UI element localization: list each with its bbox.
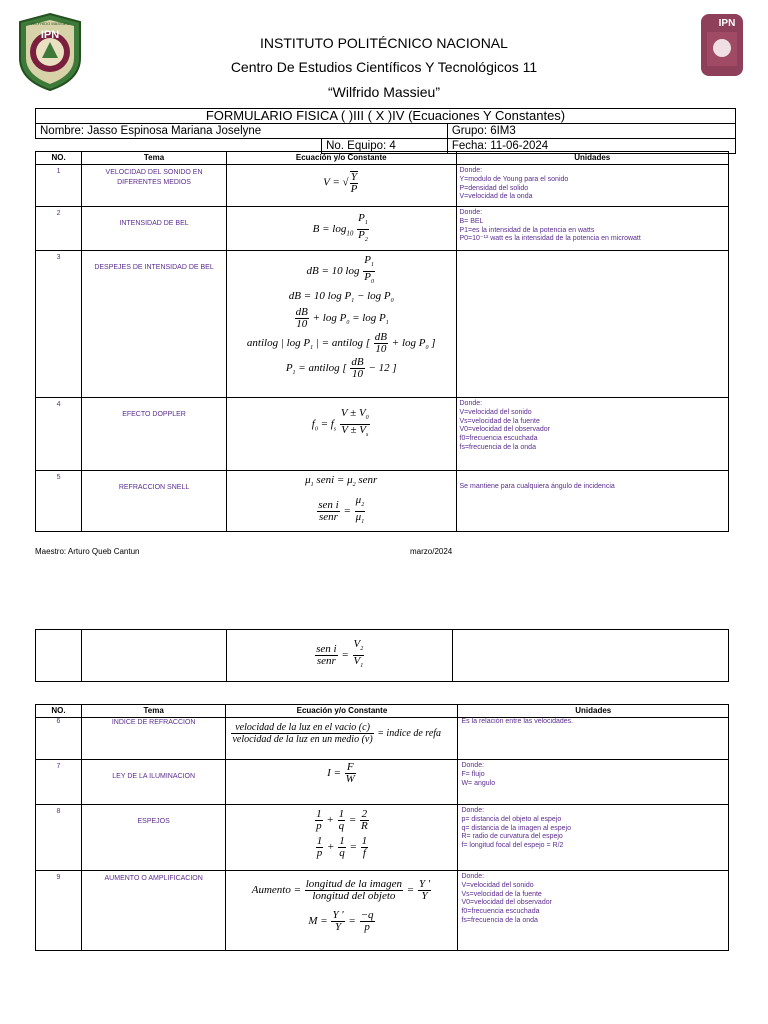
units-cell [456, 165, 729, 207]
row-topic: VELOCIDAD DEL SONIDO EN DIFERENTES MEDIOS [82, 165, 227, 207]
units-line: P1=es la intensidad de la potencia en watts [459, 226, 595, 234]
units-line: V=velocidad del sonido [461, 881, 534, 889]
units-line: Donde: [461, 762, 485, 769]
units-line: V=velocidad de la onda [459, 193, 533, 201]
units-line: Es la relación entre las velocidades. [461, 718, 574, 725]
logo-right-text: IPN [718, 18, 736, 29]
units-line: f= longitud focal del espejo = R/2 [461, 842, 564, 850]
units-line: Y=modulo de Young para el sonido [459, 175, 569, 183]
row-topic: INDICE DE REFRACCION [81, 718, 226, 760]
equation-cell [226, 760, 458, 805]
units-line: q= distancia de la imagen al espejo [461, 824, 571, 832]
table-row [36, 871, 729, 951]
units-cell-empty [456, 251, 729, 398]
units-cell-empty [452, 630, 728, 682]
continuation-table [35, 629, 729, 682]
logo-left-ring: WILFRIDO MASSIEU [30, 21, 70, 26]
equation-refraction-index: $\frac{\text{velocidad de la luz en el vacio (c)}}{\text{velocidad de la luz en un medio (v)}}$ = indice de refa [232, 722, 442, 745]
footer-date: marzo/2024 [410, 547, 453, 556]
units-cell [456, 398, 729, 471]
formula-table-1 [35, 151, 729, 532]
school-subtitle: Centro De Estudios Científicos Y Tecnológicos 11 [230, 59, 538, 75]
units-line: Vs=velocidad de la fuente [461, 890, 542, 898]
table-row [36, 471, 729, 532]
row-topic: ESPEJOS [81, 805, 226, 871]
units-line: Donde: [459, 209, 483, 216]
row-number: 5 [36, 471, 82, 532]
units-line: Vs=velocidad de la fuente [459, 417, 540, 425]
table-row [36, 760, 729, 805]
units-line: P0=10⁻¹² watt es la intensidad de la potencia en microwatt [459, 235, 641, 243]
row-number: 8 [36, 805, 82, 871]
units-cell [458, 718, 729, 760]
row-number: 2 [36, 207, 82, 251]
col-no-header: NO. [36, 152, 82, 165]
row-topic: INTENSIDAD DE BEL [82, 207, 227, 251]
logo-left-text: IPN [40, 29, 60, 41]
units-line: R= radio de curvatura del espejo [461, 833, 563, 841]
form-info-table [35, 108, 736, 154]
units-line: Donde: [461, 873, 485, 880]
row-topic: DESPEJES DE INTENSIDAD DE BEL [82, 251, 227, 398]
units-line: V0=velocidad del observador [459, 426, 550, 434]
units-line: Donde: [459, 400, 483, 407]
equation-illumination: I = $\frac{F}{W}$ [327, 761, 355, 785]
equation-mirrors: $\frac{1}{p}$ + $\frac{1}{q}$ = $\frac{2}{R}$ $\frac{1}{p}$ + $\frac{1}{q}$ = $\frac{1}{f}$ [316, 808, 368, 859]
cecyt-logo [16, 12, 84, 92]
table-row [36, 398, 729, 471]
equation-cell [226, 207, 456, 251]
equation-snell: $\mu_1$ seni = $\mu_2$ senr $\frac{\text{sen i}}{\text{senr}}$ = $\frac{\mu_2}{\mu_1}$ [305, 474, 378, 526]
col-unidades-header: Unidades [456, 152, 729, 165]
units-cell [456, 471, 729, 532]
date-field: Fecha: 11-06-2024 [447, 139, 735, 154]
units-line: f0=frecuencia escuchada [459, 435, 538, 443]
equation-bel-clearances: dB = 10 log $\frac{P_1}{P_0}$ dB = 10 $\log P_1 - \log P_0$ $\frac{dB}{10}$ + $\log P_0 = \log P_1$ antilog | $\log P_1$ | = antilog [ $\frac{dB}{10}$ + $\log P_0$ ] $P_1$ = antilog [ $\frac{dB}{10}$ − 12 ] [246, 254, 436, 380]
units-line: B= BEL [459, 217, 484, 225]
units-line: p= distancia del objeto al espejo [461, 815, 562, 823]
units-cell [456, 207, 729, 251]
form-title: FORMULARIO FISICA ( )III ( X )IV (Ecuaciones Y Constantes) [36, 109, 736, 124]
equation-cell [226, 471, 456, 532]
equation-cell [226, 718, 458, 760]
equation-bel: $B = \log_{10}$ $\frac{P_1}{P_2}$ [312, 212, 368, 244]
units-line: Se mantiene para cualquiera ángulo de incidencia [459, 483, 615, 490]
equation-cell [226, 251, 456, 398]
school-name: “Wilfrido Massieu” [327, 84, 440, 100]
units-cell [458, 805, 729, 871]
col-ecuacion-header: Ecuación y/o Constante [226, 705, 458, 718]
col-unidades-header: Unidades [458, 705, 729, 718]
row-topic: EFECTO DOPPLER [82, 398, 227, 471]
units-line: f0=frecuencia escuchada [461, 908, 540, 916]
row-topic: LEY DE LA ILUMINACION [81, 760, 226, 805]
equation-cell [226, 398, 456, 471]
row-number: 1 [36, 165, 82, 207]
row-topic-empty [82, 630, 227, 682]
units-line: F= flujo [461, 770, 485, 778]
table-row [36, 165, 729, 207]
table-row [36, 805, 729, 871]
units-line: fs=frecuencia de la onda [459, 443, 536, 451]
row-number: 3 [36, 251, 82, 398]
col-tema-header: Tema [81, 705, 226, 718]
units-cell [458, 760, 729, 805]
row-number: 6 [36, 718, 82, 760]
equation-cell [226, 805, 458, 871]
equation-snell-velocity: $\frac{\text{sen i}}{\text{senr}}$ = $\frac{V_2}{V_1}$ [316, 638, 364, 670]
table-row [36, 630, 729, 682]
row-topic: REFRACCION SNELL [82, 471, 227, 532]
units-line: Donde: [459, 167, 483, 174]
row-number: 9 [36, 871, 82, 951]
table-row [36, 251, 729, 398]
equation-sound-speed: V = √ $\frac{Y}{P}$ [323, 171, 358, 195]
group-field: Grupo: 6IM3 [447, 124, 735, 139]
row-number-empty [36, 630, 82, 682]
table-row [36, 207, 729, 251]
units-line: P=densidad del solido [459, 184, 529, 192]
table-row [36, 718, 729, 760]
row-number: 4 [36, 398, 82, 471]
col-no-header: NO. [36, 705, 82, 718]
units-cell [458, 871, 729, 951]
equation-cell [226, 165, 456, 207]
units-line: fs=frecuencia de la onda [461, 916, 538, 924]
institution-title: INSTITUTO POLITÉCNICO NACIONAL [260, 35, 508, 51]
student-name: Nombre: Jasso Espinosa Mariana Joselyne [36, 124, 448, 139]
equation-cell [227, 630, 453, 682]
formula-table-2 [35, 704, 729, 951]
units-line: W= angulo [461, 779, 496, 787]
row-topic: AUMENTO O AMPLIFICACION [81, 871, 226, 951]
team-number: No. Equipo: 4 [322, 139, 448, 154]
equation-doppler: $f_0 = f_s$ $\frac{V \pm V_0}{V \pm V_s}$ [311, 407, 369, 439]
equation-magnification: Aumento = $\frac{\text{longitud de la imagen}}{\text{longitud del objeto}}$ = $\frac{Y '}{Y}$ M = $\frac{Y '}{Y}$ = $\frac{-q}{p}$ [251, 878, 431, 933]
row-number: 7 [36, 760, 82, 805]
equation-cell [226, 871, 458, 951]
teacher-name: Maestro: Arturo Queb Cantun [35, 547, 140, 556]
col-ecuacion-header: Ecuación y/o Constante [226, 152, 456, 165]
units-line: V=velocidad del sonido [459, 408, 532, 416]
col-tema-header: Tema [82, 152, 227, 165]
units-line: V0=velocidad del observador [461, 899, 552, 907]
units-line: Donde: [461, 807, 485, 814]
